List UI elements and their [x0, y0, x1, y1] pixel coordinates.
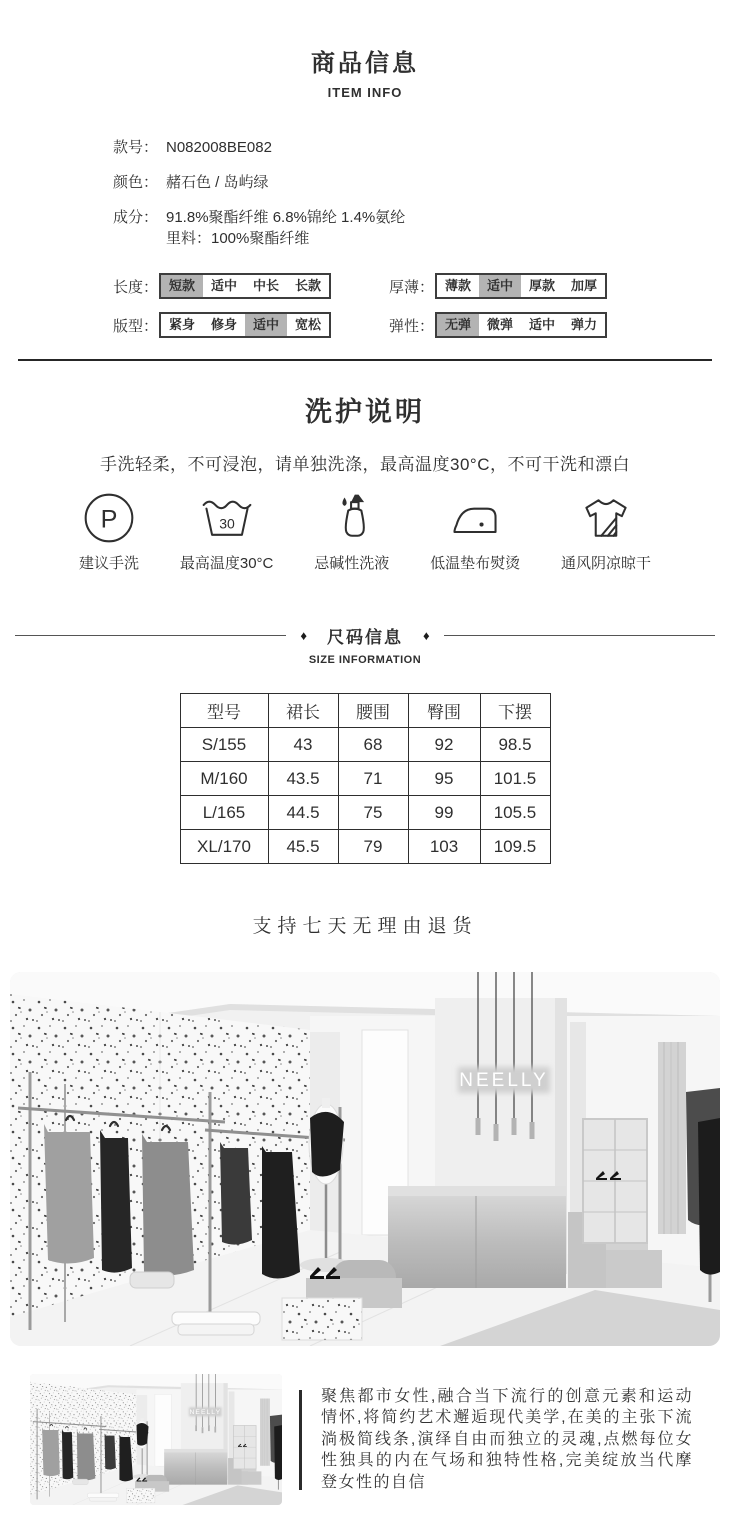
- care-item-shade-dry: [561, 490, 651, 573]
- size-title: 尺码信息: [327, 628, 403, 647]
- attribute-scales: [113, 273, 607, 338]
- care-item-low-iron: [430, 490, 520, 573]
- table-row: [180, 762, 550, 796]
- care-title: 洗护说明: [305, 397, 425, 427]
- cell: 101.5: [480, 762, 550, 796]
- cell: L/165: [180, 796, 268, 830]
- cell: 79: [338, 830, 408, 864]
- elasticity-label: 弹性：: [389, 317, 435, 335]
- thickness-scale: [389, 273, 607, 299]
- thickness-option: 厚款: [528, 278, 555, 293]
- page-title: 商品信息: [311, 50, 419, 77]
- low-temp-iron-icon: [446, 490, 504, 546]
- care-description: 手洗轻柔，不可浸泡，请单独洗涤，最高温度30°C，不可干洗和漂白: [100, 455, 630, 474]
- fit-options: [159, 312, 331, 338]
- fit-option: 紧身: [168, 317, 195, 332]
- composition-value: 91.8%聚酯纤维 6.8%锦纶 1.4%氨纶: [166, 209, 406, 226]
- cell: 109.5: [480, 830, 550, 864]
- fit-label: 版型：: [113, 317, 159, 335]
- elasticity-option: 微弹: [486, 317, 513, 332]
- cell: 92: [408, 728, 480, 762]
- thickness-label: 厚薄：: [389, 278, 435, 296]
- fit-option: 宽松: [294, 317, 321, 332]
- thickness-option: 加厚: [570, 278, 597, 293]
- diamond-icon: ♦: [300, 628, 307, 643]
- color-value: 赭石色 / 岛屿绿: [166, 174, 269, 191]
- cell: 44.5: [268, 796, 338, 830]
- care-item-hand-wash: [79, 490, 139, 573]
- thickness-option: 适中: [479, 275, 521, 297]
- style-number-label: 款号：: [113, 139, 159, 156]
- rule-left: [15, 635, 286, 636]
- cell: 105.5: [480, 796, 550, 830]
- table-row: [180, 830, 550, 864]
- table-row: [180, 796, 550, 830]
- page-subtitle: ITEM INFO: [327, 85, 403, 100]
- care-label: 忌碱性洗液: [314, 555, 390, 572]
- section-divider: [18, 359, 712, 361]
- store-photo-large: [10, 972, 720, 1346]
- col-header: 裙长: [268, 694, 338, 728]
- cell: 43: [268, 728, 338, 762]
- style-number-value: N082008BE082: [166, 139, 272, 156]
- cell: 45.5: [268, 830, 338, 864]
- length-scale: [113, 273, 331, 299]
- store-photo-thumbnail: [30, 1374, 282, 1505]
- cell: XL/170: [180, 830, 268, 864]
- length-options: [159, 273, 331, 299]
- elasticity-option: 无弹: [437, 314, 479, 336]
- length-option: 长款: [294, 278, 321, 293]
- style-number-row: [113, 138, 730, 158]
- col-header: 下摆: [480, 694, 550, 728]
- cell: M/160: [180, 762, 268, 796]
- svg-text:P: P: [100, 505, 118, 534]
- col-header: 臀围: [408, 694, 480, 728]
- cell: 99: [408, 796, 480, 830]
- page-header: [0, 48, 730, 100]
- thickness-option: 薄款: [444, 278, 471, 293]
- cell: 75: [338, 796, 408, 830]
- length-label: 长度：: [113, 278, 159, 296]
- cell: 43.5: [268, 762, 338, 796]
- composition-label: 成分：: [113, 209, 159, 226]
- cell: 98.5: [480, 728, 550, 762]
- color-label: 颜色：: [113, 174, 159, 191]
- fit-scale: [113, 312, 331, 338]
- no-alkaline-detergent-icon: [323, 490, 381, 546]
- composition-row: [113, 208, 730, 228]
- col-header: 型号: [180, 694, 268, 728]
- color-row: [113, 173, 730, 193]
- length-option: 中长: [252, 278, 279, 293]
- fit-option: 适中: [245, 314, 287, 336]
- cell: 68: [338, 728, 408, 762]
- shade-dry-icon: [577, 490, 635, 546]
- svg-text:30: 30: [218, 515, 235, 532]
- cell: 71: [338, 762, 408, 796]
- size-table-header-row: [180, 694, 550, 728]
- store-photo-image: [10, 972, 720, 1346]
- table-row: [180, 728, 550, 762]
- return-policy: 支持七天无理由退货: [252, 916, 478, 937]
- length-option: 短款: [161, 275, 203, 297]
- elasticity-option: 弹力: [570, 317, 597, 332]
- care-item-no-alkaline: [314, 490, 389, 573]
- cell: 95: [408, 762, 480, 796]
- cell: S/155: [180, 728, 268, 762]
- cell: 103: [408, 830, 480, 864]
- max-temp-30-icon: [198, 490, 256, 546]
- care-label: 低温垫布熨烫: [430, 555, 521, 572]
- col-header: 腰围: [338, 694, 408, 728]
- fit-option: 修身: [210, 317, 237, 332]
- length-option: 适中: [210, 278, 237, 293]
- size-subtitle: SIZE INFORMATION: [308, 654, 422, 666]
- care-item-max-temp: [180, 490, 274, 573]
- elasticity-option: 适中: [528, 317, 555, 332]
- brand-description: 聚焦都市女性,融合当下流行的创意元素和运动情怀,将简约艺术邂逅现代美学,在美的主张下流淌极简线条,演绎自由而独立的灵魂,点燃每位女性独具的内在气场和独特性格,完美绽放当代摩登女性的自信: [321, 1387, 693, 1491]
- product-details: [113, 138, 730, 249]
- elasticity-options: [435, 312, 607, 338]
- care-icons-row: [79, 490, 651, 573]
- diamond-icon: ♦: [423, 628, 430, 643]
- thickness-options: [435, 273, 607, 299]
- vertical-divider: [299, 1390, 302, 1490]
- lining-value: 里料：100%聚酯纤维: [166, 230, 310, 247]
- brand-intro: [30, 1374, 730, 1505]
- rule-right: [444, 635, 715, 636]
- care-label: 通风阴凉晾干: [560, 555, 651, 572]
- elasticity-scale: [389, 312, 607, 338]
- size-table: [180, 693, 551, 864]
- hand-wash-icon: [80, 490, 138, 546]
- size-section-header: [0, 623, 730, 648]
- care-label: 建议手洗: [79, 555, 140, 572]
- care-label: 最高温度30°C: [179, 555, 274, 572]
- store-photo-thumb-image: [30, 1374, 282, 1505]
